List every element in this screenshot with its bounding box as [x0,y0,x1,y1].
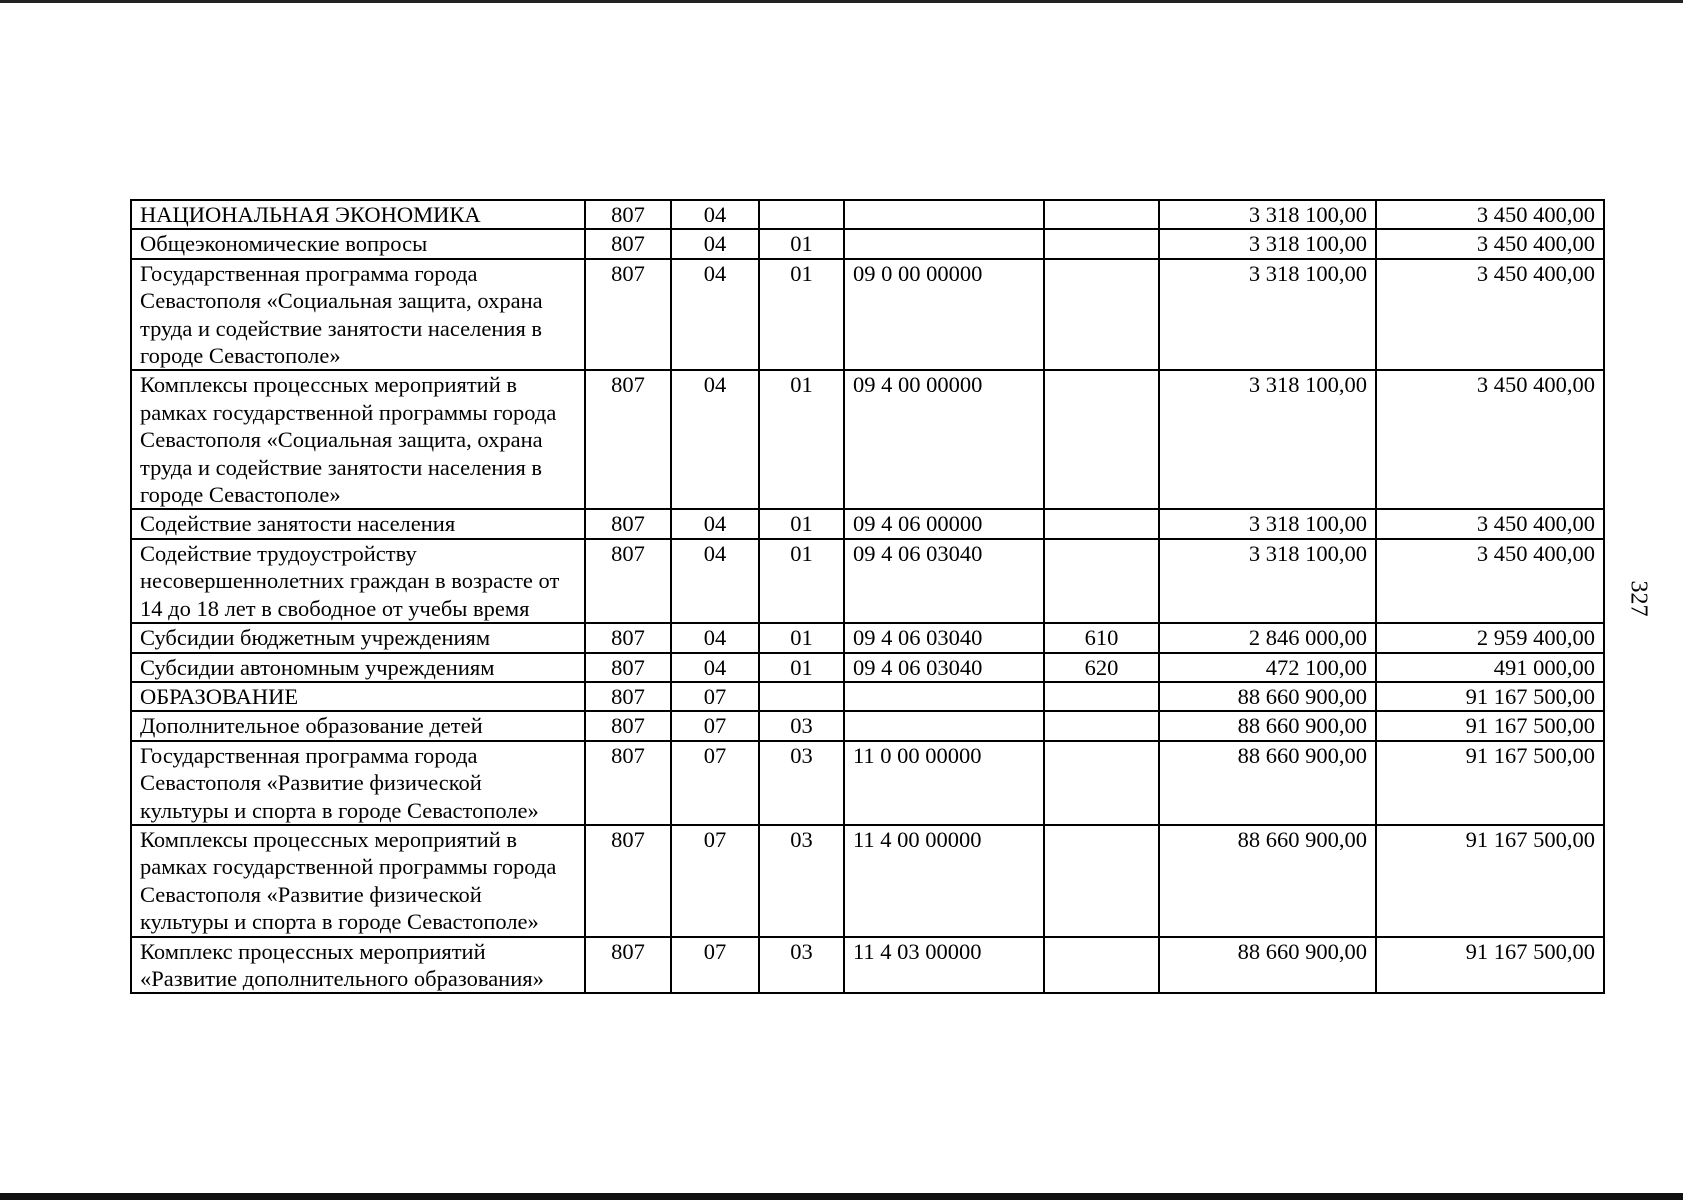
cell-amount-year1: 88 660 900,00 [1159,825,1376,937]
cell-amount-year1: 3 318 100,00 [1159,370,1376,509]
cell-amount-year1: 3 318 100,00 [1159,229,1376,258]
cell-target-article: 09 4 06 03040 [844,539,1044,623]
table-row [131,623,1604,652]
cell-amount-year2: 3 450 400,00 [1376,229,1604,258]
cell-amount-year1: 3 318 100,00 [1159,200,1376,229]
table-row [131,200,1604,229]
cell-grbs: 807 [585,653,671,682]
cell-expense-type [1044,711,1159,740]
cell-grbs: 807 [585,539,671,623]
cell-expense-type: 610 [1044,623,1159,652]
cell-grbs: 807 [585,200,671,229]
cell-target-article: 09 0 00 00000 [844,259,1044,371]
cell-amount-year2: 3 450 400,00 [1376,539,1604,623]
cell-section: 04 [671,623,759,652]
cell-amount-year2: 3 450 400,00 [1376,370,1604,509]
cell-subsection [759,200,844,229]
cell-expense-type: 620 [1044,653,1159,682]
cell-grbs: 807 [585,937,671,994]
table-row [131,229,1604,258]
cell-subsection: 01 [759,539,844,623]
cell-amount-year2: 2 959 400,00 [1376,623,1604,652]
cell-grbs: 807 [585,229,671,258]
cell-amount-year2: 491 000,00 [1376,653,1604,682]
cell-amount-year1: 88 660 900,00 [1159,741,1376,825]
cell-name: Содействие занятости населения [131,509,585,538]
cell-amount-year2: 91 167 500,00 [1376,682,1604,711]
cell-grbs: 807 [585,509,671,538]
cell-subsection [759,682,844,711]
cell-amount-year2: 91 167 500,00 [1376,711,1604,740]
cell-name: Дополнительное образование детей [131,711,585,740]
cell-subsection: 03 [759,825,844,937]
cell-target-article [844,711,1044,740]
cell-amount-year1: 88 660 900,00 [1159,711,1376,740]
cell-target-article: 09 4 00 00000 [844,370,1044,509]
table-row [131,937,1604,994]
cell-expense-type [1044,229,1159,258]
cell-name: Государственная программа города Севастополя «Развитие физической культуры и спорта в городе Севастополе» [131,741,585,825]
cell-expense-type [1044,539,1159,623]
cell-subsection: 03 [759,937,844,994]
table-row [131,259,1604,371]
cell-section: 04 [671,259,759,371]
table-row [131,539,1604,623]
cell-name: НАЦИОНАЛЬНАЯ ЭКОНОМИКА [131,200,585,229]
cell-grbs: 807 [585,370,671,509]
table-row [131,509,1604,538]
cell-name: Комплексы процессных мероприятий в рамках государственной программы города Севастополя «Развитие физической культуры и спорта в городе Севастополе» [131,825,585,937]
table-row [131,825,1604,937]
cell-name: Субсидии автономным учреждениям [131,653,585,682]
cell-expense-type [1044,741,1159,825]
cell-subsection: 01 [759,509,844,538]
cell-section: 07 [671,825,759,937]
cell-subsection: 03 [759,711,844,740]
cell-amount-year1: 2 846 000,00 [1159,623,1376,652]
cell-grbs: 807 [585,741,671,825]
table-row [131,682,1604,711]
cell-target-article: 09 4 06 00000 [844,509,1044,538]
cell-amount-year2: 3 450 400,00 [1376,200,1604,229]
cell-expense-type [1044,200,1159,229]
cell-section: 04 [671,370,759,509]
cell-name: Комплекс процессных мероприятий «Развитие дополнительного образования» [131,937,585,994]
cell-target-article: 09 4 06 03040 [844,623,1044,652]
cell-amount-year2: 91 167 500,00 [1376,825,1604,937]
cell-subsection: 03 [759,741,844,825]
cell-subsection: 01 [759,259,844,371]
budget-table [130,199,1605,994]
cell-expense-type [1044,937,1159,994]
cell-section: 07 [671,741,759,825]
cell-amount-year1: 472 100,00 [1159,653,1376,682]
cell-section: 07 [671,937,759,994]
cell-amount-year1: 3 318 100,00 [1159,509,1376,538]
cell-section: 04 [671,229,759,258]
cell-expense-type [1044,370,1159,509]
cell-grbs: 807 [585,711,671,740]
cell-target-article [844,200,1044,229]
cell-amount-year1: 3 318 100,00 [1159,539,1376,623]
scan-edge-bottom [0,1193,1683,1200]
cell-name: Субсидии бюджетным учреждениям [131,623,585,652]
cell-target-article: 09 4 06 03040 [844,653,1044,682]
cell-name: Содействие трудоустройству несовершеннолетних граждан в возрасте от 14 до 18 лет в свободное от учебы время [131,539,585,623]
cell-name: Общеэкономические вопросы [131,229,585,258]
cell-section: 04 [671,509,759,538]
cell-target-article: 11 0 00 00000 [844,741,1044,825]
cell-subsection: 01 [759,229,844,258]
cell-grbs: 807 [585,682,671,711]
table-row [131,370,1604,509]
cell-target-article: 11 4 00 00000 [844,825,1044,937]
cell-expense-type [1044,259,1159,371]
cell-expense-type [1044,825,1159,937]
cell-name: ОБРАЗОВАНИЕ [131,682,585,711]
cell-section: 04 [671,200,759,229]
cell-amount-year2: 3 450 400,00 [1376,509,1604,538]
cell-subsection: 01 [759,653,844,682]
cell-grbs: 807 [585,825,671,937]
cell-expense-type [1044,509,1159,538]
page-number: 327 [1625,580,1652,617]
cell-name: Комплексы процессных мероприятий в рамках государственной программы города Севастополя «Социальная защита, охрана труда и содействие занятости населения в городе Севастополе» [131,370,585,509]
cell-expense-type [1044,682,1159,711]
cell-target-article [844,682,1044,711]
cell-subsection: 01 [759,623,844,652]
cell-amount-year1: 88 660 900,00 [1159,937,1376,994]
cell-target-article [844,229,1044,258]
budget-table-body [131,200,1604,993]
cell-section: 07 [671,711,759,740]
cell-amount-year1: 88 660 900,00 [1159,682,1376,711]
table-row [131,653,1604,682]
cell-target-article: 11 4 03 00000 [844,937,1044,994]
cell-grbs: 807 [585,259,671,371]
cell-amount-year1: 3 318 100,00 [1159,259,1376,371]
table-row [131,711,1604,740]
cell-section: 07 [671,682,759,711]
cell-amount-year2: 91 167 500,00 [1376,741,1604,825]
cell-section: 04 [671,539,759,623]
cell-grbs: 807 [585,623,671,652]
cell-section: 04 [671,653,759,682]
cell-subsection: 01 [759,370,844,509]
cell-name: Государственная программа города Севастополя «Социальная защита, охрана труда и содействие занятости населения в городе Севастополе» [131,259,585,371]
scan-edge-top [0,0,1683,3]
cell-amount-year2: 91 167 500,00 [1376,937,1604,994]
cell-amount-year2: 3 450 400,00 [1376,259,1604,371]
table-row [131,741,1604,825]
